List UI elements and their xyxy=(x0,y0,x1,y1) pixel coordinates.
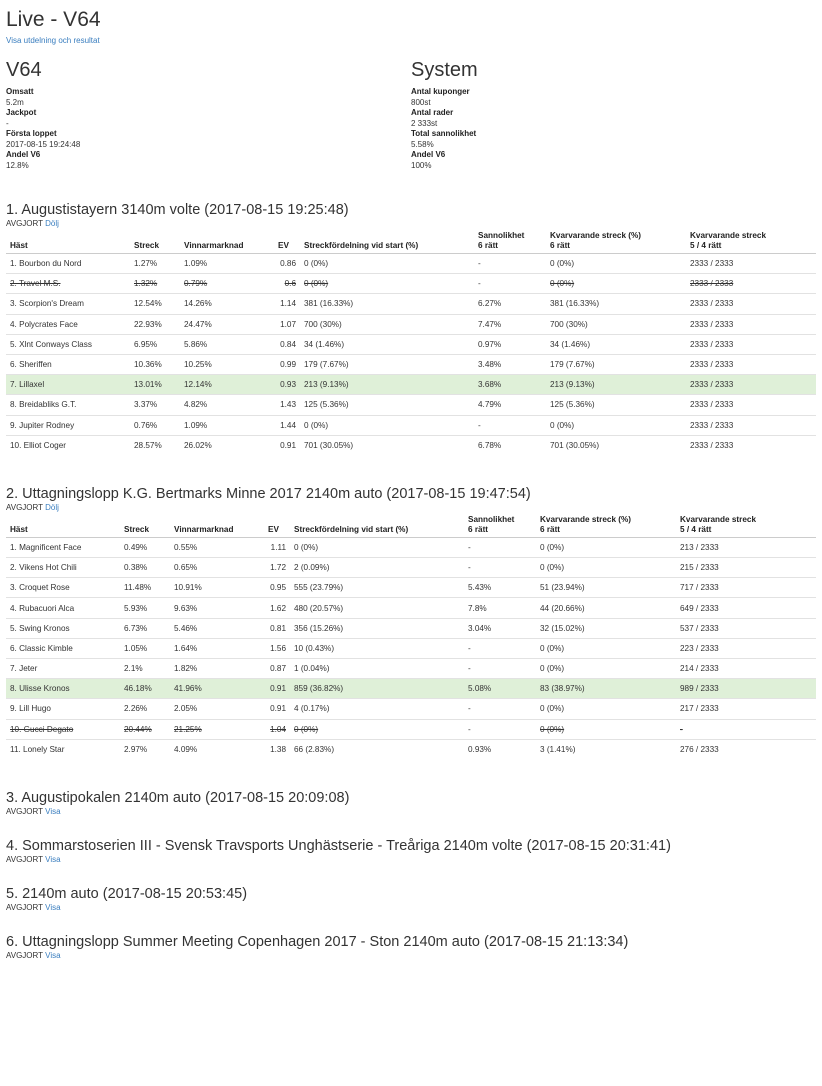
cell-streckfordelning: 859 (36.82%) xyxy=(290,679,464,699)
cell-streck: 0.38% xyxy=(120,558,170,578)
cell-vinnarmarknad: 1.82% xyxy=(170,659,264,679)
cell-kvar: 2333 / 2333 xyxy=(686,294,816,314)
race-toggle-link[interactable]: Dölj xyxy=(45,219,59,228)
race-status-label: AVGJORT xyxy=(6,950,43,960)
cell-vinnarmarknad: 26.02% xyxy=(180,435,274,455)
race-title: 5. 2140m auto (2017-08-15 20:53:45) xyxy=(6,885,248,902)
cell-ev: 1.44 xyxy=(274,415,300,435)
cell-vinnarmarknad: 1.09% xyxy=(180,415,274,435)
col-kvar-pct-line1: Kvarvarande streck (%) xyxy=(550,231,642,240)
cell-ev: 0.91 xyxy=(274,435,300,455)
col-ev: EV xyxy=(274,229,300,254)
cell-sannolikhet: - xyxy=(474,254,546,274)
cell-kvar-pct: 701 (30.05%) xyxy=(546,435,686,455)
table-row xyxy=(6,578,816,598)
race-table xyxy=(6,229,816,455)
race-title: 1. Augustistayern 3140m volte (2017-08-15 19:25:48) xyxy=(6,202,349,218)
cell-horse: 8. Ulisse Kronos xyxy=(6,679,120,699)
table-row xyxy=(6,415,816,435)
cell-streck: 28.57% xyxy=(130,435,180,455)
cell-ev: 1.14 xyxy=(274,294,300,314)
cell-vinnarmarknad: 0.65% xyxy=(170,558,264,578)
cell-horse: 10. Gucci Degato xyxy=(6,719,120,739)
cell-kvar-pct: 0 (0%) xyxy=(546,415,686,435)
table-row xyxy=(6,375,816,395)
cell-vinnarmarknad: 21.25% xyxy=(170,719,264,739)
cell-streck: 1.05% xyxy=(120,638,170,658)
table-row xyxy=(6,294,816,314)
cell-kvar-pct: 34 (1.46%) xyxy=(546,334,686,354)
cell-vinnarmarknad: 41.96% xyxy=(170,679,264,699)
col-kvar-pct xyxy=(536,513,676,538)
col-vinnarmarknad: Vinnarmarknad xyxy=(180,229,274,254)
cell-streckfordelning: 66 (2.83%) xyxy=(290,739,464,759)
summary-value: 800st xyxy=(411,97,431,107)
cell-streckfordelning: 213 (9.13%) xyxy=(300,375,474,395)
cell-streckfordelning: 0 (0%) xyxy=(290,719,464,739)
race-table-body xyxy=(6,254,816,455)
cell-ev: 1.11 xyxy=(264,537,290,557)
cell-ev: 1.07 xyxy=(274,314,300,334)
cell-ev: 0.86 xyxy=(274,254,300,274)
cell-ev: 1.38 xyxy=(264,739,290,759)
table-row xyxy=(6,679,816,699)
cell-streckfordelning: 179 (7.67%) xyxy=(300,354,474,374)
cell-kvar: 2333 / 2333 xyxy=(686,254,816,274)
system-summary xyxy=(411,59,816,171)
cell-streckfordelning: 356 (15.26%) xyxy=(290,618,464,638)
race-title: 4. Sommarstoserien III - Svensk Travsports Unghästserie - Treåriga 2140m volte (2017-08-15 20:31:41) xyxy=(6,837,671,854)
page-title: Live - V64 xyxy=(6,8,101,31)
race-status xyxy=(6,855,816,865)
table-row xyxy=(6,354,816,374)
cell-ev: 0.91 xyxy=(264,679,290,699)
cell-sannolikhet: - xyxy=(464,699,536,719)
v64-heading: V64 xyxy=(6,59,42,81)
cell-kvar: 989 / 2333 xyxy=(676,679,816,699)
cell-sannolikhet: 3.04% xyxy=(464,618,536,638)
cell-kvar-pct: 0 (0%) xyxy=(536,659,676,679)
race-title: 2. Uttagningslopp K.G. Bertmarks Minne 2017 2140m auto (2017-08-15 19:47:54) xyxy=(6,485,531,502)
cell-vinnarmarknad: 10.25% xyxy=(180,354,274,374)
cell-ev: 0.87 xyxy=(264,659,290,679)
cell-kvar-pct: 381 (16.33%) xyxy=(546,294,686,314)
cell-streck: 13.01% xyxy=(130,375,180,395)
cell-kvar: 2333 / 2333 xyxy=(686,415,816,435)
race-status xyxy=(6,807,816,817)
race-section-2 xyxy=(6,485,816,759)
cell-kvar-pct: 0 (0%) xyxy=(536,638,676,658)
summary-label: Antal rader xyxy=(411,108,454,117)
col-sannolikhet-line1: Sannolikhet xyxy=(478,231,525,240)
race-title: 3. Augustipokalen 2140m auto (2017-08-15 20:09:08) xyxy=(6,789,350,806)
cell-ev: 1.56 xyxy=(264,638,290,658)
summary-label: Omsatt xyxy=(6,87,34,96)
col-kvar-line2: 5 / 4 rätt xyxy=(690,241,722,250)
cell-horse: 1. Bourbon du Nord xyxy=(6,254,130,274)
cell-horse: 9. Jupiter Rodney xyxy=(6,415,130,435)
table-header-row xyxy=(6,229,816,254)
cell-ev: 0.81 xyxy=(264,618,290,638)
race-toggle-link[interactable]: Dölj xyxy=(45,502,59,512)
cell-ev: 0.84 xyxy=(274,334,300,354)
col-kvar-line2: 5 / 4 rätt xyxy=(680,524,712,534)
cell-kvar: 213 / 2333 xyxy=(676,537,816,557)
system-heading: System xyxy=(411,59,478,81)
table-row xyxy=(6,334,816,354)
race-status xyxy=(6,951,816,961)
cell-horse: 1. Magnificent Face xyxy=(6,537,120,557)
col-sannolikhet-line2: 6 rätt xyxy=(478,241,499,250)
cell-streck: 20.44% xyxy=(120,719,170,739)
col-streckfordelning: Streckfördelning vid start (%) xyxy=(300,229,474,254)
cell-horse: 2. Vikens Hot Chili xyxy=(6,558,120,578)
cell-kvar-pct: 179 (7.67%) xyxy=(546,354,686,374)
summary-value: 5.58% xyxy=(411,139,434,149)
table-row xyxy=(6,618,816,638)
cell-streck: 22.93% xyxy=(130,314,180,334)
cell-streckfordelning: 381 (16.33%) xyxy=(300,294,474,314)
table-row xyxy=(6,659,816,679)
race-status-label: AVGJORT xyxy=(6,502,43,512)
cell-streckfordelning: 700 (30%) xyxy=(300,314,474,334)
cell-vinnarmarknad: 0.55% xyxy=(170,537,264,557)
summary-label: Första loppet xyxy=(6,129,57,138)
cell-streckfordelning: 34 (1.46%) xyxy=(300,334,474,354)
cell-streck: 46.18% xyxy=(120,679,170,699)
cell-ev: 1.62 xyxy=(264,598,290,618)
table-row xyxy=(6,719,816,739)
cell-sannolikhet: 0.93% xyxy=(464,739,536,759)
cell-sannolikhet: - xyxy=(464,719,536,739)
cell-streckfordelning: 701 (30.05%) xyxy=(300,435,474,455)
race-status-label: AVGJORT xyxy=(6,902,43,912)
cell-horse: 6. Classic Kimble xyxy=(6,638,120,658)
cell-sannolikhet: 7.47% xyxy=(474,314,546,334)
cell-kvar: 215 / 2333 xyxy=(676,558,816,578)
cell-vinnarmarknad: 4.82% xyxy=(180,395,274,415)
cell-kvar-pct: 125 (5.36%) xyxy=(546,395,686,415)
col-horse: Häst xyxy=(6,229,130,254)
cell-vinnarmarknad: 12.14% xyxy=(180,375,274,395)
cell-kvar-pct: 0 (0%) xyxy=(536,719,676,739)
table-row xyxy=(6,314,816,334)
cell-streck: 1.32% xyxy=(130,274,180,294)
race-status xyxy=(6,903,816,913)
cell-kvar: 2333 / 2333 xyxy=(686,395,816,415)
cell-horse: 2. Travel M.S. xyxy=(6,274,130,294)
cell-kvar-pct: 32 (15.02%) xyxy=(536,618,676,638)
race-status xyxy=(6,219,816,229)
cell-horse: 3. Croquet Rose xyxy=(6,578,120,598)
cell-sannolikhet: 4.79% xyxy=(474,395,546,415)
cell-streck: 6.73% xyxy=(120,618,170,638)
cell-vinnarmarknad: 2.05% xyxy=(170,699,264,719)
cell-sannolikhet: 6.78% xyxy=(474,435,546,455)
cell-kvar-pct: 0 (0%) xyxy=(546,254,686,274)
cell-kvar: 214 / 2333 xyxy=(676,659,816,679)
cell-ev: 0.6 xyxy=(274,274,300,294)
cell-streck: 6.95% xyxy=(130,334,180,354)
cell-horse: 11. Lonely Star xyxy=(6,739,120,759)
summary-label: Andel V6 xyxy=(411,150,446,159)
race-status-label: AVGJORT xyxy=(6,854,43,864)
cell-horse: 8. Breidabliks G.T. xyxy=(6,395,130,415)
cell-vinnarmarknad: 14.26% xyxy=(180,294,274,314)
cell-streckfordelning: 1 (0.04%) xyxy=(290,659,464,679)
cell-vinnarmarknad: 9.63% xyxy=(170,598,264,618)
col-sannolikhet-line1: Sannolikhet xyxy=(468,514,515,524)
cell-kvar-pct: 213 (9.13%) xyxy=(546,375,686,395)
cell-sannolikhet: - xyxy=(464,537,536,557)
race-section-1 xyxy=(6,201,816,455)
cell-kvar: 2333 / 2333 xyxy=(686,435,816,455)
col-kvar-pct-line2: 6 rätt xyxy=(550,241,571,250)
cell-sannolikhet: - xyxy=(474,274,546,294)
table-row xyxy=(6,699,816,719)
cell-horse: 5. Xlnt Conways Class xyxy=(6,334,130,354)
cell-streck: 10.36% xyxy=(130,354,180,374)
cell-streck: 2.26% xyxy=(120,699,170,719)
cell-sannolikhet: - xyxy=(464,558,536,578)
col-sannolikhet xyxy=(474,229,546,254)
cell-ev: 0.93 xyxy=(274,375,300,395)
col-sannolikhet xyxy=(464,513,536,538)
v64-items xyxy=(6,87,411,171)
cell-streckfordelning: 555 (23.79%) xyxy=(290,578,464,598)
cell-kvar-pct: 44 (20.66%) xyxy=(536,598,676,618)
summary-value: 12.8% xyxy=(6,160,29,170)
cell-horse: 4. Polycrates Face xyxy=(6,314,130,334)
cell-streck: 2.97% xyxy=(120,739,170,759)
cell-kvar: 2333 / 2333 xyxy=(686,354,816,374)
cell-horse: 7. Jeter xyxy=(6,659,120,679)
cell-streckfordelning: 0 (0%) xyxy=(300,274,474,294)
collapsed-race-6 xyxy=(6,933,816,961)
cell-streckfordelning: 2 (0.09%) xyxy=(290,558,464,578)
race-toggle-link[interactable]: Visa xyxy=(45,854,61,864)
cell-kvar: 2333 / 2333 xyxy=(686,274,816,294)
race-status xyxy=(6,503,816,513)
col-streck: Streck xyxy=(120,513,170,538)
col-vinnarmarknad: Vinnarmarknad xyxy=(170,513,264,538)
cell-kvar: - xyxy=(676,719,816,739)
cell-streck: 2.1% xyxy=(120,659,170,679)
cell-sannolikhet: 6.27% xyxy=(474,294,546,314)
cell-sannolikhet: - xyxy=(474,415,546,435)
cell-vinnarmarknad: 5.46% xyxy=(170,618,264,638)
summary-label: Andel V6 xyxy=(6,150,41,159)
cell-kvar-pct: 700 (30%) xyxy=(546,314,686,334)
cell-horse: 10. Elliot Coger xyxy=(6,435,130,455)
col-kvar-line1: Kvarvarande streck xyxy=(680,514,757,524)
cell-kvar: 2333 / 2333 xyxy=(686,314,816,334)
summary xyxy=(6,59,816,171)
cell-ev: 0.95 xyxy=(264,578,290,598)
cell-vinnarmarknad: 4.09% xyxy=(170,739,264,759)
table-row xyxy=(6,274,816,294)
cell-kvar-pct: 0 (0%) xyxy=(536,699,676,719)
cell-streckfordelning: 480 (20.57%) xyxy=(290,598,464,618)
cell-kvar: 276 / 2333 xyxy=(676,739,816,759)
cell-kvar: 217 / 2333 xyxy=(676,699,816,719)
table-row xyxy=(6,638,816,658)
table-row xyxy=(6,395,816,415)
v64-summary xyxy=(6,59,411,171)
col-ev: EV xyxy=(264,513,290,538)
summary-label: Antal kuponger xyxy=(411,87,470,96)
cell-ev: 0.99 xyxy=(274,354,300,374)
table-header-row xyxy=(6,513,816,538)
race-status-label: AVGJORT xyxy=(6,806,43,816)
cell-vinnarmarknad: 1.64% xyxy=(170,638,264,658)
cell-horse: 3. Scorpion's Dream xyxy=(6,294,130,314)
cell-horse: 7. Lillaxel xyxy=(6,375,130,395)
col-streckfordelning: Streckfördelning vid start (%) xyxy=(290,513,464,538)
race-toggle-link[interactable]: Visa xyxy=(45,950,61,960)
cell-ev: 1.72 xyxy=(264,558,290,578)
cell-kvar-pct: 83 (38.97%) xyxy=(536,679,676,699)
cell-kvar: 537 / 2333 xyxy=(676,618,816,638)
col-streck: Streck xyxy=(130,229,180,254)
cell-sannolikhet: 3.68% xyxy=(474,375,546,395)
show-payout-link[interactable]: Visa utdelning och resultat xyxy=(6,36,100,45)
table-row xyxy=(6,558,816,578)
summary-value: 2 333st xyxy=(411,118,438,128)
cell-ev: 0.91 xyxy=(264,699,290,719)
cell-kvar: 223 / 2333 xyxy=(676,638,816,658)
cell-streckfordelning: 10 (0.43%) xyxy=(290,638,464,658)
table-row xyxy=(6,254,816,274)
cell-streckfordelning: 125 (5.36%) xyxy=(300,395,474,415)
col-kvar-line1: Kvarvarande streck xyxy=(690,231,767,240)
cell-streckfordelning: 0 (0%) xyxy=(300,415,474,435)
table-row xyxy=(6,598,816,618)
cell-streck: 5.93% xyxy=(120,598,170,618)
cell-horse: 5. Swing Kronos xyxy=(6,618,120,638)
race-table-body xyxy=(6,537,816,759)
col-kvar-pct xyxy=(546,229,686,254)
col-kvar-pct-line1: Kvarvarande streck (%) xyxy=(540,514,632,524)
table-row xyxy=(6,739,816,759)
cell-sannolikhet: - xyxy=(464,638,536,658)
col-kvar xyxy=(676,513,816,538)
table-row xyxy=(6,435,816,455)
col-kvar xyxy=(686,229,816,254)
summary-label: Jackpot xyxy=(6,108,37,117)
race-title: 6. Uttagningslopp Summer Meeting Copenhagen 2017 - Ston 2140m auto (2017-08-15 21:13:34) xyxy=(6,933,629,950)
cell-kvar-pct: 3 (1.41%) xyxy=(536,739,676,759)
cell-streckfordelning: 0 (0%) xyxy=(300,254,474,274)
cell-horse: 6. Sheriffen xyxy=(6,354,130,374)
cell-streckfordelning: 0 (0%) xyxy=(290,537,464,557)
cell-kvar-pct: 51 (23.94%) xyxy=(536,578,676,598)
cell-ev: 1.43 xyxy=(274,395,300,415)
cell-streckfordelning: 4 (0.17%) xyxy=(290,699,464,719)
cell-sannolikhet: 3.48% xyxy=(474,354,546,374)
cell-sannolikhet: 5.08% xyxy=(464,679,536,699)
col-kvar-pct-line2: 6 rätt xyxy=(540,524,561,534)
race-toggle-link[interactable]: Visa xyxy=(45,902,61,912)
cell-kvar-pct: 0 (0%) xyxy=(546,274,686,294)
cell-sannolikhet: 0.97% xyxy=(474,334,546,354)
cell-streck: 3.37% xyxy=(130,395,180,415)
cell-kvar: 2333 / 2333 xyxy=(686,334,816,354)
cell-vinnarmarknad: 5.86% xyxy=(180,334,274,354)
system-items xyxy=(411,87,816,171)
cell-ev: 1.04 xyxy=(264,719,290,739)
cell-vinnarmarknad: 0.79% xyxy=(180,274,274,294)
cell-streck: 12.54% xyxy=(130,294,180,314)
col-sannolikhet-line2: 6 rätt xyxy=(468,524,489,534)
summary-value: 2017-08-15 19:24:48 xyxy=(6,139,81,149)
cell-kvar-pct: 0 (0%) xyxy=(536,558,676,578)
cell-kvar: 2333 / 2333 xyxy=(686,375,816,395)
cell-sannolikhet: 7.8% xyxy=(464,598,536,618)
cell-streck: 0.76% xyxy=(130,415,180,435)
cell-streck: 0.49% xyxy=(120,537,170,557)
cell-sannolikhet: - xyxy=(464,659,536,679)
cell-kvar-pct: 0 (0%) xyxy=(536,537,676,557)
collapsed-race-3 xyxy=(6,789,816,817)
cell-streck: 11.48% xyxy=(120,578,170,598)
race-toggle-link[interactable]: Visa xyxy=(45,806,61,816)
cell-vinnarmarknad: 10.91% xyxy=(170,578,264,598)
col-horse: Häst xyxy=(6,513,120,538)
summary-value: - xyxy=(6,118,9,128)
race-status-label: AVGJORT xyxy=(6,219,43,228)
collapsed-race-5 xyxy=(6,885,816,913)
summary-value: 5.2m xyxy=(6,97,24,107)
cell-horse: 9. Lill Hugo xyxy=(6,699,120,719)
cell-kvar: 717 / 2333 xyxy=(676,578,816,598)
collapsed-race-4 xyxy=(6,837,816,865)
race-table xyxy=(6,513,816,759)
cell-vinnarmarknad: 24.47% xyxy=(180,314,274,334)
cell-horse: 4. Rubacuori Alca xyxy=(6,598,120,618)
summary-value: 100% xyxy=(411,160,432,170)
cell-streck: 1.27% xyxy=(130,254,180,274)
cell-vinnarmarknad: 1.09% xyxy=(180,254,274,274)
cell-sannolikhet: 5.43% xyxy=(464,578,536,598)
summary-label: Total sannolikhet xyxy=(411,129,477,138)
cell-kvar: 649 / 2333 xyxy=(676,598,816,618)
table-row xyxy=(6,537,816,557)
